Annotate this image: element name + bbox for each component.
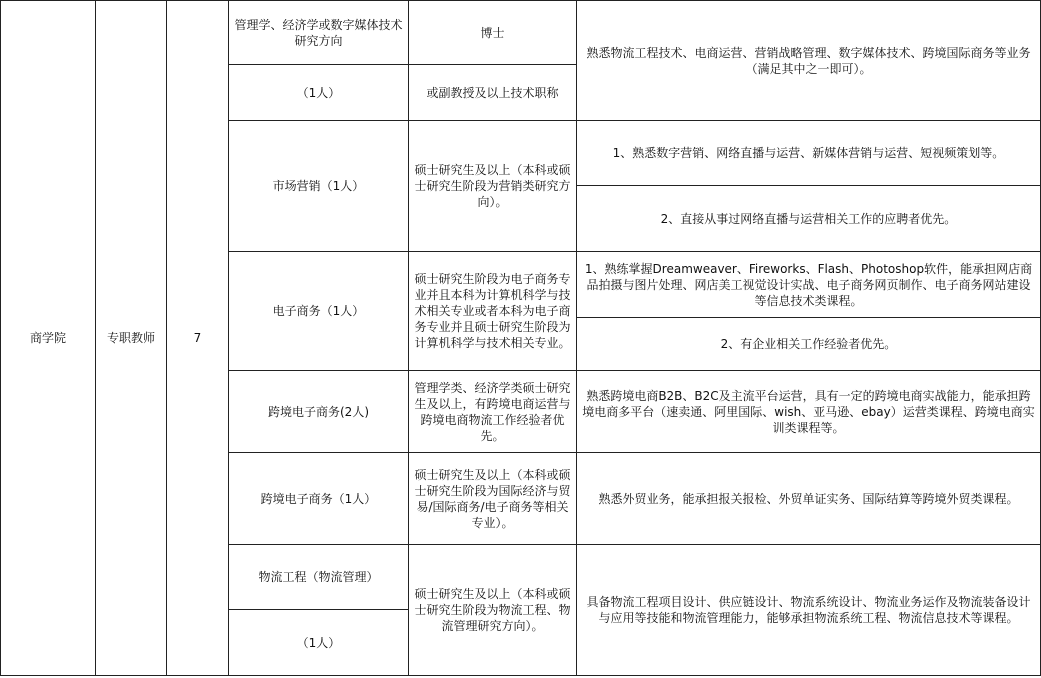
major-cell: 市场营销（1人） bbox=[229, 121, 409, 252]
education-cell: 硕士研究生及以上（本科或硕士研究生阶段为物流工程、物流管理研究方向）。 bbox=[409, 545, 577, 676]
education-cell: 硕士研究生及以上（本科或硕士研究生阶段为营销类研究方向）。 bbox=[409, 121, 577, 252]
major-cell: 跨境电子商务(2人) bbox=[229, 371, 409, 453]
major-cell: （1人） bbox=[229, 610, 409, 676]
education-cell: 或副教授及以上技术职称 bbox=[409, 65, 577, 121]
requirement-cell: 熟悉物流工程技术、电商运营、营销战略管理、数字媒体技术、跨境国际商务等业务（满足其中之一即可）。 bbox=[577, 1, 1041, 121]
requirement-cell: 2、有企业相关工作经验者优先。 bbox=[577, 318, 1041, 371]
education-cell: 博士 bbox=[409, 1, 577, 65]
education-cell: 管理学类、经济学类硕士研究生及以上，有跨境电商运营与跨境电商物流工作经验者优先。 bbox=[409, 371, 577, 453]
requirement-cell: 熟悉跨境电商B2B、B2C及主流平台运营，具有一定的跨境电商实战能力，能承担跨境电商多平台（速卖通、阿里国际、wish、亚马逊、ebay）运营类课程、跨境电商实训类课程等。 bbox=[577, 371, 1041, 453]
position-cell: 专职教师 bbox=[96, 1, 167, 676]
requirement-cell: 具备物流工程项目设计、供应链设计、物流系统设计、物流业务运作及物流装备设计与应用等技能和物流管理能力，能够承担物流系统工程、物流信息技术等课程。 bbox=[577, 545, 1041, 676]
major-cell: 电子商务（1人） bbox=[229, 252, 409, 371]
education-cell: 硕士研究生阶段为电子商务专业并且本科为计算机科学与技术相关专业或者本科为电子商务专业并且硕士研究生阶段为计算机科学与技术相关专业。 bbox=[409, 252, 577, 371]
major-cell: 跨境电子商务（1人） bbox=[229, 453, 409, 545]
requirement-cell: 熟悉外贸业务，能承担报关报检、外贸单证实务、国际结算等跨境外贸类课程。 bbox=[577, 453, 1041, 545]
department-cell: 商学院 bbox=[1, 1, 96, 676]
table-row bbox=[1, 1, 1041, 65]
requirement-cell: 1、熟练掌握Dreamweaver、Fireworks、Flash、Photoshop软件，能承担网店商品拍摄与图片处理、网店美工视觉设计实战、电子商务网页制作、电子商务网站建设等信息技术类课程。 bbox=[577, 252, 1041, 318]
requirement-cell: 1、熟悉数字营销、网络直播与运营、新媒体营销与运营、短视频策划等。 bbox=[577, 121, 1041, 186]
major-cell: 管理学、经济学或数字媒体技术研究方向 bbox=[229, 1, 409, 65]
education-cell: 硕士研究生及以上（本科或硕士研究生阶段为国际经济与贸易/国际商务/电子商务等相关专业）。 bbox=[409, 453, 577, 545]
requirement-cell: 2、直接从事过网络直播与运营相关工作的应聘者优先。 bbox=[577, 186, 1041, 252]
major-cell: 物流工程（物流管理） bbox=[229, 545, 409, 610]
major-cell: （1人） bbox=[229, 65, 409, 121]
headcount-cell: 7 bbox=[167, 1, 229, 676]
